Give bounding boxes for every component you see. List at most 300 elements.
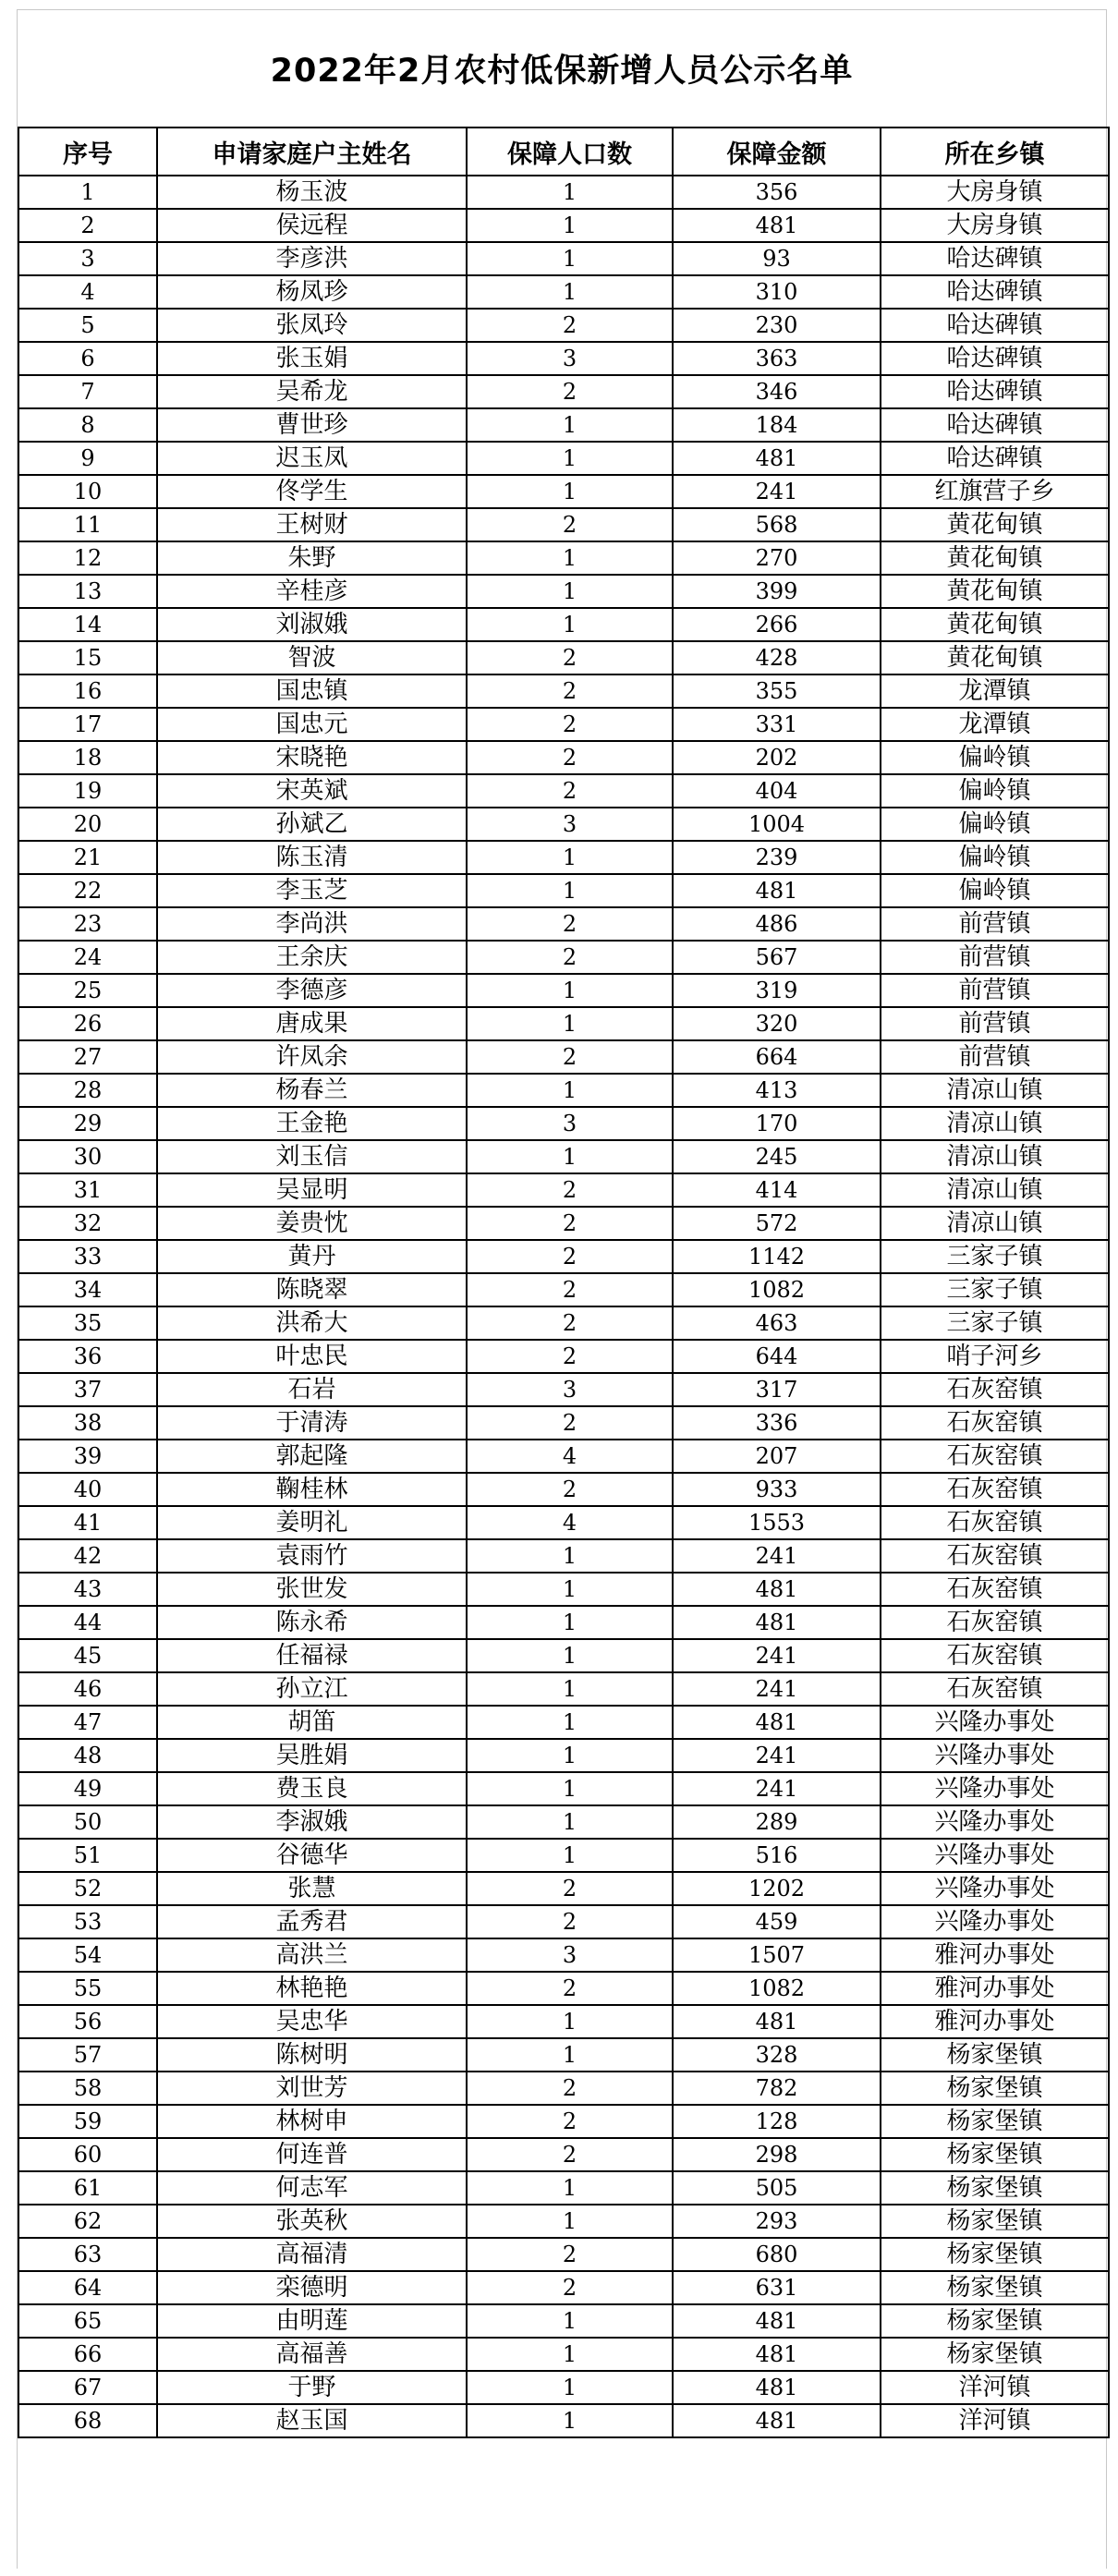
cell-town: 清凉山镇 — [881, 1074, 1109, 1107]
cell-amount: 680 — [673, 2238, 881, 2271]
cell-name: 郭起隆 — [157, 1440, 467, 1473]
cell-serial: 42 — [18, 1539, 157, 1573]
cell-people: 1 — [467, 176, 673, 209]
table-row — [18, 342, 1109, 375]
cell-people: 1 — [467, 442, 673, 475]
table-row — [18, 2138, 1109, 2171]
cell-amount: 1507 — [673, 1938, 881, 1972]
table-row — [18, 674, 1109, 708]
cell-serial: 18 — [18, 741, 157, 774]
cell-people: 2 — [467, 741, 673, 774]
cell-town: 偏岭镇 — [881, 774, 1109, 808]
table-row — [18, 1040, 1109, 1074]
table-row — [18, 1306, 1109, 1340]
cell-amount: 481 — [673, 442, 881, 475]
cell-town: 黄花甸镇 — [881, 508, 1109, 541]
cell-people: 2 — [467, 1406, 673, 1440]
cell-name: 高福善 — [157, 2338, 467, 2371]
cell-name: 高福清 — [157, 2238, 467, 2271]
cell-serial: 29 — [18, 1107, 157, 1140]
cell-serial: 43 — [18, 1573, 157, 1606]
cell-amount: 481 — [673, 209, 881, 242]
cell-amount: 363 — [673, 342, 881, 375]
cell-town: 石灰窑镇 — [881, 1672, 1109, 1706]
cell-serial: 52 — [18, 1872, 157, 1905]
table-row — [18, 1872, 1109, 1905]
cell-amount: 241 — [673, 1639, 881, 1672]
cell-amount: 298 — [673, 2138, 881, 2171]
cell-name: 杨玉波 — [157, 176, 467, 209]
table-row — [18, 2238, 1109, 2271]
cell-town: 前营镇 — [881, 941, 1109, 974]
table-row — [18, 2304, 1109, 2338]
cell-serial: 67 — [18, 2371, 157, 2404]
cell-amount: 481 — [673, 1706, 881, 1739]
table-row — [18, 2271, 1109, 2304]
table-row — [18, 1207, 1109, 1240]
cell-serial: 49 — [18, 1772, 157, 1805]
cell-people: 1 — [467, 209, 673, 242]
cell-name: 侯远程 — [157, 209, 467, 242]
cell-amount: 481 — [673, 2005, 881, 2038]
table-row — [18, 1839, 1109, 1872]
cell-town: 杨家堡镇 — [881, 2205, 1109, 2238]
cell-people: 1 — [467, 1706, 673, 1739]
cell-amount: 356 — [673, 176, 881, 209]
cell-name: 陈永希 — [157, 1606, 467, 1639]
cell-people: 1 — [467, 1573, 673, 1606]
cell-serial: 37 — [18, 1373, 157, 1406]
cell-serial: 68 — [18, 2404, 157, 2437]
cell-town: 哨子河乡 — [881, 1340, 1109, 1373]
cell-town: 兴隆办事处 — [881, 1839, 1109, 1872]
header-town: 所在乡镇 — [881, 128, 1109, 176]
header-people: 保障人口数 — [467, 128, 673, 176]
cell-amount: 568 — [673, 508, 881, 541]
cell-people: 2 — [467, 1207, 673, 1240]
cell-people: 1 — [467, 1839, 673, 1872]
cell-serial: 54 — [18, 1938, 157, 1972]
cell-amount: 239 — [673, 841, 881, 874]
cell-people: 1 — [467, 1539, 673, 1573]
cell-amount: 207 — [673, 1440, 881, 1473]
cell-town: 兴隆办事处 — [881, 1805, 1109, 1839]
cell-amount: 1004 — [673, 808, 881, 841]
table-row — [18, 575, 1109, 608]
cell-town: 三家子镇 — [881, 1273, 1109, 1306]
table-row — [18, 1273, 1109, 1306]
cell-serial: 1 — [18, 176, 157, 209]
cell-serial: 12 — [18, 541, 157, 575]
table-row — [18, 1473, 1109, 1506]
cell-name: 张玉娟 — [157, 342, 467, 375]
cell-people: 2 — [467, 2271, 673, 2304]
cell-people: 1 — [467, 2205, 673, 2238]
cell-serial: 61 — [18, 2171, 157, 2205]
cell-name: 杨春兰 — [157, 1074, 467, 1107]
cell-people: 2 — [467, 1972, 673, 2005]
cell-town: 黄花甸镇 — [881, 575, 1109, 608]
cell-town: 大房身镇 — [881, 209, 1109, 242]
cell-people: 1 — [467, 1074, 673, 1107]
cell-name: 杨凤珍 — [157, 275, 467, 309]
cell-serial: 31 — [18, 1173, 157, 1207]
cell-name: 王余庆 — [157, 941, 467, 974]
cell-people: 3 — [467, 1373, 673, 1406]
cell-serial: 5 — [18, 309, 157, 342]
cell-people: 1 — [467, 541, 673, 575]
cell-town: 哈达碑镇 — [881, 275, 1109, 309]
cell-people: 1 — [467, 242, 673, 275]
cell-town: 杨家堡镇 — [881, 2271, 1109, 2304]
cell-serial: 19 — [18, 774, 157, 808]
cell-serial: 47 — [18, 1706, 157, 1739]
cell-people: 2 — [467, 1872, 673, 1905]
cell-amount: 481 — [673, 1573, 881, 1606]
table-row — [18, 309, 1109, 342]
cell-people: 2 — [467, 674, 673, 708]
cell-town: 黄花甸镇 — [881, 641, 1109, 674]
cell-town: 杨家堡镇 — [881, 2171, 1109, 2205]
cell-name: 由明莲 — [157, 2304, 467, 2338]
table-row — [18, 442, 1109, 475]
cell-amount: 331 — [673, 708, 881, 741]
cell-people: 2 — [467, 1340, 673, 1373]
cell-town: 洋河镇 — [881, 2371, 1109, 2404]
cell-serial: 45 — [18, 1639, 157, 1672]
table-row — [18, 2205, 1109, 2238]
cell-name: 张慧 — [157, 1872, 467, 1905]
cell-name: 何连普 — [157, 2138, 467, 2171]
cell-name: 姜明礼 — [157, 1506, 467, 1539]
cell-amount: 459 — [673, 1905, 881, 1938]
table-row — [18, 1606, 1109, 1639]
table-row — [18, 541, 1109, 575]
cell-serial: 3 — [18, 242, 157, 275]
cell-serial: 23 — [18, 907, 157, 941]
cell-serial: 30 — [18, 1140, 157, 1173]
cell-town: 石灰窑镇 — [881, 1606, 1109, 1639]
cell-serial: 26 — [18, 1007, 157, 1040]
table-row — [18, 774, 1109, 808]
cell-name: 刘淑娥 — [157, 608, 467, 641]
table-row — [18, 242, 1109, 275]
cell-people: 3 — [467, 1107, 673, 1140]
cell-serial: 13 — [18, 575, 157, 608]
table-row — [18, 741, 1109, 774]
cell-serial: 14 — [18, 608, 157, 641]
cell-town: 红旗营子乡 — [881, 475, 1109, 508]
cell-amount: 170 — [673, 1107, 881, 1140]
cell-serial: 27 — [18, 1040, 157, 1074]
cell-serial: 2 — [18, 209, 157, 242]
table-row — [18, 1007, 1109, 1040]
cell-people: 1 — [467, 2171, 673, 2205]
cell-amount: 1082 — [673, 1273, 881, 1306]
cell-people: 2 — [467, 941, 673, 974]
cell-serial: 63 — [18, 2238, 157, 2271]
cell-town: 兴隆办事处 — [881, 1706, 1109, 1739]
cell-amount: 631 — [673, 2271, 881, 2304]
table-row — [18, 408, 1109, 442]
cell-serial: 33 — [18, 1240, 157, 1273]
cell-serial: 28 — [18, 1074, 157, 1107]
cell-people: 2 — [467, 1905, 673, 1938]
cell-people: 3 — [467, 342, 673, 375]
cell-people: 2 — [467, 1306, 673, 1340]
cell-amount: 355 — [673, 674, 881, 708]
header-serial: 序号 — [18, 128, 157, 176]
cell-name: 高洪兰 — [157, 1938, 467, 1972]
cell-name: 孙斌乙 — [157, 808, 467, 841]
cell-amount: 245 — [673, 1140, 881, 1173]
table-row — [18, 2038, 1109, 2072]
cell-amount: 481 — [673, 874, 881, 907]
table-row — [18, 2005, 1109, 2038]
cell-town: 哈达碑镇 — [881, 309, 1109, 342]
cell-people: 1 — [467, 841, 673, 874]
cell-people: 1 — [467, 2038, 673, 2072]
cell-amount: 93 — [673, 242, 881, 275]
cell-name: 吴忠华 — [157, 2005, 467, 2038]
table-row — [18, 475, 1109, 508]
cell-amount: 317 — [673, 1373, 881, 1406]
cell-amount: 1142 — [673, 1240, 881, 1273]
cell-serial: 57 — [18, 2038, 157, 2072]
cell-people: 1 — [467, 1739, 673, 1772]
cell-name: 国忠镇 — [157, 674, 467, 708]
cell-amount: 270 — [673, 541, 881, 575]
cell-amount: 399 — [673, 575, 881, 608]
table-row — [18, 1905, 1109, 1938]
cell-serial: 9 — [18, 442, 157, 475]
cell-name: 袁雨竹 — [157, 1539, 467, 1573]
cell-people: 1 — [467, 275, 673, 309]
cell-people: 2 — [467, 2238, 673, 2271]
cell-amount: 336 — [673, 1406, 881, 1440]
cell-town: 石灰窑镇 — [881, 1473, 1109, 1506]
cell-name: 国忠元 — [157, 708, 467, 741]
cell-people: 2 — [467, 1040, 673, 1074]
table-row — [18, 1373, 1109, 1406]
cell-town: 清凉山镇 — [881, 1207, 1109, 1240]
cell-people: 2 — [467, 508, 673, 541]
table-row — [18, 907, 1109, 941]
header-name: 申请家庭户主姓名 — [157, 128, 467, 176]
cell-amount: 230 — [673, 309, 881, 342]
cell-amount: 414 — [673, 1173, 881, 1207]
cell-serial: 32 — [18, 1207, 157, 1240]
cell-serial: 64 — [18, 2271, 157, 2304]
header-row — [18, 128, 1109, 176]
cell-amount: 481 — [673, 2338, 881, 2371]
cell-name: 孙立江 — [157, 1672, 467, 1706]
cell-town: 哈达碑镇 — [881, 242, 1109, 275]
cell-town: 大房身镇 — [881, 176, 1109, 209]
cell-serial: 36 — [18, 1340, 157, 1373]
table-row — [18, 841, 1109, 874]
table-row — [18, 1805, 1109, 1839]
cell-serial: 16 — [18, 674, 157, 708]
cell-name: 朱野 — [157, 541, 467, 575]
page-title: 2022年2月农村低保新增人员公示名单 — [270, 53, 854, 90]
cell-name: 于清涛 — [157, 1406, 467, 1440]
data-table — [18, 127, 1110, 2438]
cell-people: 1 — [467, 1772, 673, 1805]
table-row — [18, 2371, 1109, 2404]
cell-serial: 59 — [18, 2105, 157, 2138]
cell-serial: 62 — [18, 2205, 157, 2238]
cell-people: 4 — [467, 1506, 673, 1539]
cell-serial: 7 — [18, 375, 157, 408]
cell-serial: 44 — [18, 1606, 157, 1639]
cell-name: 谷德华 — [157, 1839, 467, 1872]
cell-town: 偏岭镇 — [881, 841, 1109, 874]
cell-town: 兴隆办事处 — [881, 1739, 1109, 1772]
cell-name: 迟玉凤 — [157, 442, 467, 475]
cell-name: 宋英斌 — [157, 774, 467, 808]
cell-name: 吴希龙 — [157, 375, 467, 408]
cell-people: 1 — [467, 2005, 673, 2038]
cell-serial: 4 — [18, 275, 157, 309]
cell-town: 石灰窑镇 — [881, 1573, 1109, 1606]
table-row — [18, 1440, 1109, 1473]
cell-people: 1 — [467, 408, 673, 442]
table-row — [18, 608, 1109, 641]
table-row — [18, 1406, 1109, 1440]
cell-town: 杨家堡镇 — [881, 2038, 1109, 2072]
table-row — [18, 1772, 1109, 1805]
cell-town: 雅河办事处 — [881, 1938, 1109, 1972]
cell-people: 1 — [467, 974, 673, 1007]
cell-amount: 481 — [673, 2304, 881, 2338]
table-row — [18, 508, 1109, 541]
cell-town: 杨家堡镇 — [881, 2304, 1109, 2338]
cell-amount: 481 — [673, 1606, 881, 1639]
cell-amount: 486 — [673, 907, 881, 941]
cell-amount: 1082 — [673, 1972, 881, 2005]
table-row — [18, 941, 1109, 974]
cell-name: 唐成果 — [157, 1007, 467, 1040]
table-row — [18, 2404, 1109, 2437]
cell-people: 1 — [467, 1639, 673, 1672]
cell-town: 雅河办事处 — [881, 2005, 1109, 2038]
cell-serial: 60 — [18, 2138, 157, 2171]
cell-name: 费玉良 — [157, 1772, 467, 1805]
cell-town: 偏岭镇 — [881, 808, 1109, 841]
table-row — [18, 1140, 1109, 1173]
cell-amount: 1553 — [673, 1506, 881, 1539]
cell-name: 陈玉清 — [157, 841, 467, 874]
table-row — [18, 1672, 1109, 1706]
cell-name: 林艳艳 — [157, 1972, 467, 2005]
table-row — [18, 176, 1109, 209]
cell-name: 曹世珍 — [157, 408, 467, 442]
cell-town: 三家子镇 — [881, 1240, 1109, 1273]
cell-town: 前营镇 — [881, 907, 1109, 941]
cell-name: 何志军 — [157, 2171, 467, 2205]
cell-people: 2 — [467, 1240, 673, 1273]
cell-name: 智波 — [157, 641, 467, 674]
cell-name: 胡笛 — [157, 1706, 467, 1739]
cell-town: 杨家堡镇 — [881, 2105, 1109, 2138]
cell-people: 1 — [467, 575, 673, 608]
cell-amount: 289 — [673, 1805, 881, 1839]
cell-serial: 55 — [18, 1972, 157, 2005]
cell-serial: 11 — [18, 508, 157, 541]
table-row — [18, 2072, 1109, 2105]
cell-town: 清凉山镇 — [881, 1173, 1109, 1207]
cell-amount: 782 — [673, 2072, 881, 2105]
cell-town: 前营镇 — [881, 974, 1109, 1007]
cell-name: 王树财 — [157, 508, 467, 541]
cell-people: 2 — [467, 375, 673, 408]
table-row — [18, 641, 1109, 674]
cell-people: 2 — [467, 1273, 673, 1306]
cell-people: 1 — [467, 1007, 673, 1040]
cell-serial: 34 — [18, 1273, 157, 1306]
table-row — [18, 209, 1109, 242]
cell-town: 兴隆办事处 — [881, 1905, 1109, 1938]
cell-name: 刘世芳 — [157, 2072, 467, 2105]
cell-people: 1 — [467, 1606, 673, 1639]
cell-amount: 310 — [673, 275, 881, 309]
cell-people: 2 — [467, 1473, 673, 1506]
cell-people: 3 — [467, 1938, 673, 1972]
cell-serial: 10 — [18, 475, 157, 508]
cell-serial: 51 — [18, 1839, 157, 1872]
cell-people: 1 — [467, 475, 673, 508]
cell-town: 石灰窑镇 — [881, 1506, 1109, 1539]
cell-serial: 58 — [18, 2072, 157, 2105]
cell-amount: 505 — [673, 2171, 881, 2205]
cell-name: 张英秋 — [157, 2205, 467, 2238]
cell-name: 林树申 — [157, 2105, 467, 2138]
cell-people: 1 — [467, 2404, 673, 2437]
cell-town: 哈达碑镇 — [881, 342, 1109, 375]
cell-town: 石灰窑镇 — [881, 1373, 1109, 1406]
cell-name: 李玉芝 — [157, 874, 467, 907]
cell-name: 李德彦 — [157, 974, 467, 1007]
cell-town: 黄花甸镇 — [881, 541, 1109, 575]
table-row — [18, 874, 1109, 907]
cell-town: 龙潭镇 — [881, 708, 1109, 741]
cell-amount: 404 — [673, 774, 881, 808]
table-row — [18, 1539, 1109, 1573]
table-row — [18, 1107, 1109, 1140]
table-row — [18, 275, 1109, 309]
cell-town: 哈达碑镇 — [881, 442, 1109, 475]
cell-serial: 24 — [18, 941, 157, 974]
cell-serial: 53 — [18, 1905, 157, 1938]
cell-amount: 481 — [673, 2371, 881, 2404]
cell-town: 清凉山镇 — [881, 1140, 1109, 1173]
cell-name: 李尚洪 — [157, 907, 467, 941]
cell-amount: 567 — [673, 941, 881, 974]
cell-town: 偏岭镇 — [881, 874, 1109, 907]
cell-name: 陈晓翠 — [157, 1273, 467, 1306]
cell-people: 2 — [467, 1173, 673, 1207]
table-row — [18, 1506, 1109, 1539]
cell-people: 2 — [467, 2072, 673, 2105]
table-row — [18, 1972, 1109, 2005]
cell-town: 杨家堡镇 — [881, 2338, 1109, 2371]
cell-town: 石灰窑镇 — [881, 1639, 1109, 1672]
cell-people: 1 — [467, 1672, 673, 1706]
cell-name: 姜贵忱 — [157, 1207, 467, 1240]
cell-people: 1 — [467, 1805, 673, 1839]
cell-serial: 65 — [18, 2304, 157, 2338]
